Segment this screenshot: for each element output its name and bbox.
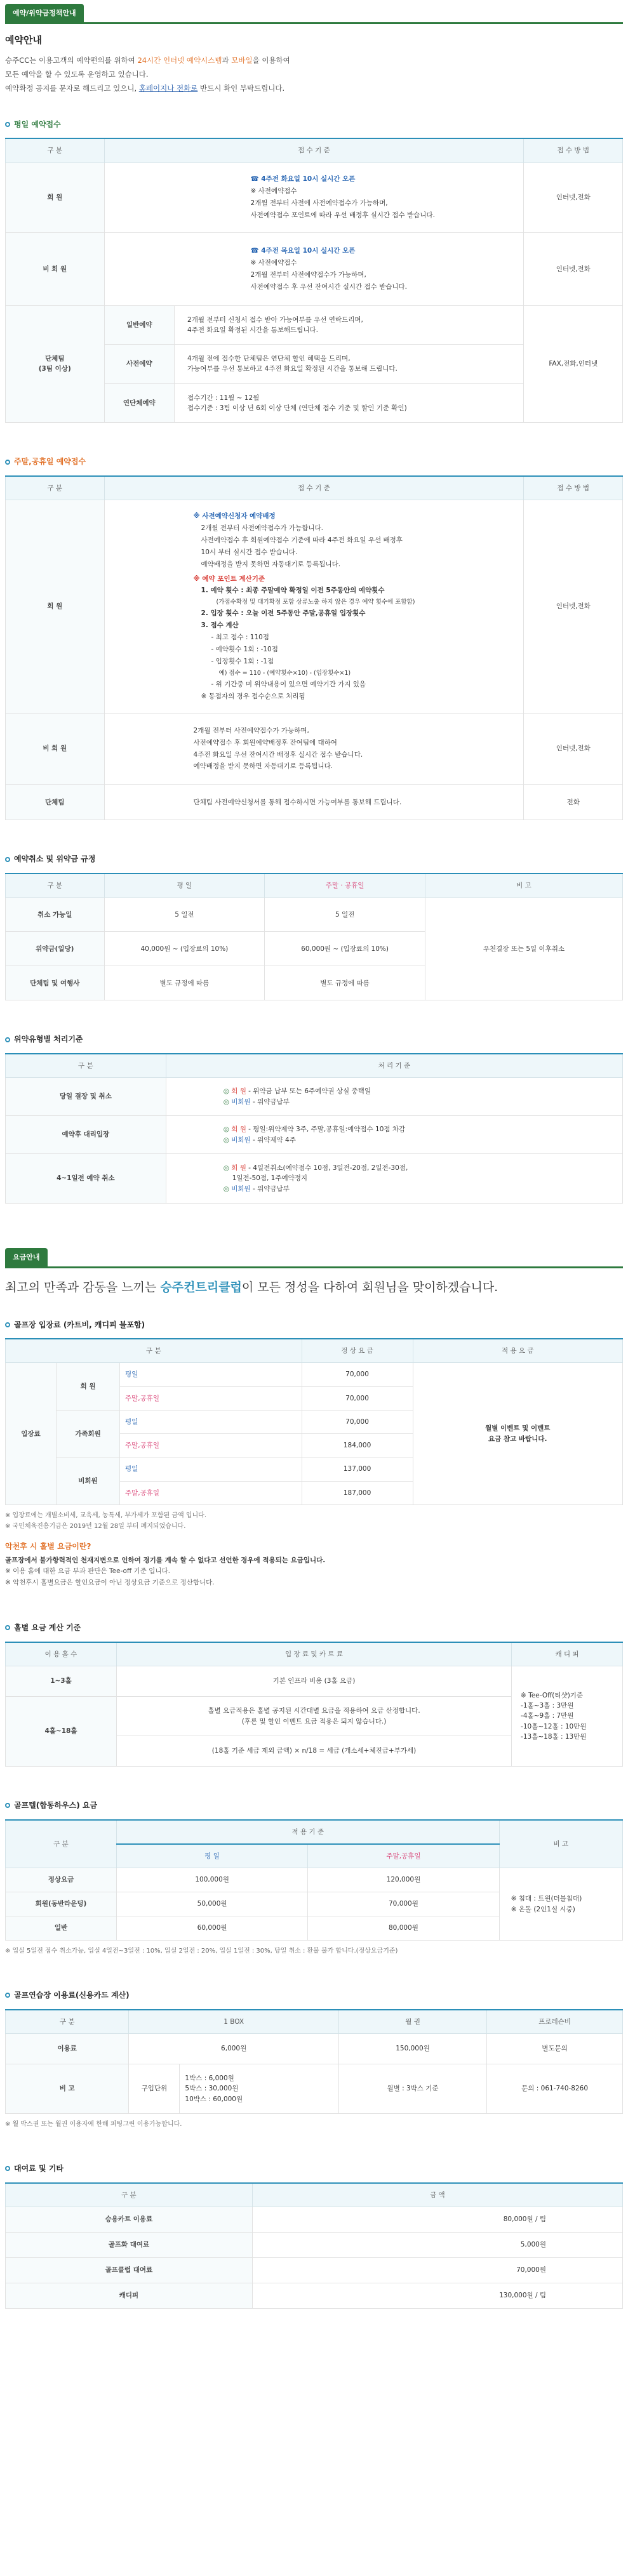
table-row bbox=[6, 1666, 623, 1697]
nonmember-criteria bbox=[104, 713, 524, 785]
method-value: 전화 bbox=[524, 785, 623, 820]
row-label: 비 회 원 bbox=[6, 232, 105, 305]
cell: 150,000원 bbox=[338, 2033, 486, 2064]
rule-cell: ◎ 회 원 - 4일전취소(예약점수 10점, 3일전-20점, 2일전-30점, 1일전-50점, 1주예약정지 ◎ 비회원 - 위약금납부 bbox=[166, 1154, 622, 1204]
lodge-note: ※ 입실 5일전 접수 취소가능, 입실 4일전~3일전 : 10%, 입실 2일전 : 20%, 입실 1일전 : 30%, 당일 취소 : 환불 불가 합니다.(정상요금기준) bbox=[5, 1948, 398, 1955]
day-type: 평일 bbox=[120, 1363, 302, 1386]
criteria-line: 사전예약접수 후 우선 잔여시간 실시간 접수 받습니다. bbox=[250, 282, 408, 291]
section-heading bbox=[5, 1033, 623, 1046]
col-header: 평 일 bbox=[104, 873, 265, 898]
rule-text: - 위약금납부 bbox=[250, 1098, 290, 1106]
section-heading bbox=[5, 1622, 623, 1634]
criteria-line: - 예약횟수 1회 : -10점 bbox=[211, 646, 278, 654]
price: 70,000 bbox=[302, 1410, 413, 1433]
method-value: 인터넷,전화 bbox=[524, 163, 623, 232]
col-header: 적 용 기 준 bbox=[116, 1820, 499, 1844]
group-sub-label: 사전예약 bbox=[105, 345, 175, 383]
rule-text: - 위약금 납부 또는 6주예약권 상실 중택일 bbox=[246, 1087, 371, 1096]
cancel-table bbox=[5, 873, 623, 1000]
row-label: 골프화 대여료 bbox=[6, 2232, 253, 2257]
section-title: 평일 예약접수 bbox=[14, 119, 61, 129]
row-label: 위약금(일당) bbox=[6, 932, 105, 966]
criteria-line: (가접수확정 및 대기확정 포함 상류노출 하지 않은 경우 예약 횟수에 포함함) bbox=[216, 599, 415, 606]
section-heading bbox=[5, 1319, 623, 1331]
bullet-icon bbox=[5, 2166, 10, 2171]
remark-line: ※ 침대 : 트윈(더블침대) bbox=[511, 1895, 582, 1903]
criteria-line: 가능여부를 우선 통보하고 4주전 화요일 확정된 시간을 통보해 드립니다. bbox=[187, 365, 398, 373]
price: 70,000 bbox=[302, 1363, 413, 1386]
day-type: 주말,공휴일 bbox=[120, 1434, 302, 1457]
section-title: 홀별 요금 계산 기준 bbox=[14, 1623, 81, 1633]
cell-line: 1박스 : 6,000원 bbox=[185, 2075, 234, 2083]
col-header: 캐 디 피 bbox=[512, 1642, 623, 1666]
criteria-line: 접수기준 : 3팀 이상 년 6회 이상 단체 (연단체 접수 기준 및 할인 기준 확인) bbox=[187, 404, 407, 413]
row-label: 골프클럽 대여료 bbox=[6, 2257, 253, 2283]
rental-table bbox=[5, 2182, 623, 2309]
col-header: 프로레슨비 bbox=[487, 2010, 623, 2034]
criteria-line: 사전예약접수 후 회원예약배정후 잔여팀에 대하여 bbox=[193, 738, 337, 747]
criteria-line: 2개월 전부터 사전예약접수가 가능하며, bbox=[250, 270, 366, 279]
criteria-line: 1. 예약 횟수 : 최종 주말예약 확정일 이전 5주동안의 예약횟수 bbox=[201, 587, 385, 595]
col-subheader: 주말,공휴일 bbox=[308, 1844, 499, 1868]
col-header: 구 분 bbox=[6, 1339, 302, 1363]
criteria-line: 접수기간 : 11월 ~ 12월 bbox=[187, 394, 260, 402]
group-label: 회 원 bbox=[57, 1363, 120, 1411]
method-value: FAX,전화,인터넷 bbox=[524, 305, 623, 423]
lead-highlight: 승주컨트리클럽 bbox=[160, 1280, 242, 1295]
table-row bbox=[6, 2064, 623, 2113]
cell: 별도문의 bbox=[487, 2033, 623, 2064]
col-header: 입 장 료 및 카 트 료 bbox=[116, 1642, 511, 1666]
table-row bbox=[6, 1116, 623, 1154]
lead-text: 이 모든 정성을 다하여 회원님을 맞이하겠습니다. bbox=[241, 1280, 498, 1295]
table-row bbox=[6, 1154, 623, 1204]
criteria-line: 4개월 전에 접수한 단체팀은 연단체 할인 혜택을 드리며, bbox=[187, 355, 351, 363]
row-label: 1~3홀 bbox=[6, 1666, 117, 1697]
col-header: 접 수 방 법 bbox=[524, 138, 623, 163]
table-row bbox=[6, 1363, 623, 1386]
intro-text: 예약확정 공지를 문자로 해드리고 있으니, bbox=[5, 83, 139, 93]
group-sub-value bbox=[175, 384, 524, 423]
price: 184,000 bbox=[302, 1434, 413, 1457]
group-subrow bbox=[104, 383, 524, 423]
cell: 별도 규정에 따름 bbox=[265, 966, 425, 1000]
group-label: 단체팀 bbox=[45, 355, 65, 363]
group-sub-value bbox=[175, 306, 524, 345]
hole-table bbox=[5, 1642, 623, 1767]
row-label: 단체팀 및 여행사 bbox=[6, 966, 105, 1000]
cell: 40,000원 ~ (입장료의 10%) bbox=[104, 932, 265, 966]
section-title: 예약취소 및 위약금 규정 bbox=[14, 854, 96, 864]
criteria-line: 10시 부터 실시간 접수 받습니다. bbox=[201, 548, 298, 556]
bullet-icon bbox=[5, 1803, 10, 1808]
cell: 120,000원 bbox=[308, 1868, 499, 1892]
day-type: 주말,공휴일 bbox=[120, 1386, 302, 1410]
weather-fee-title: 악천후 시 홀별 요금이란? bbox=[5, 1542, 91, 1551]
cell-line: 홀별 요금적용은 홀별 공지된 시간대별 요금을 적용하여 요금 산정합니다. bbox=[208, 1707, 420, 1715]
intro-highlight: 모바일 bbox=[231, 56, 253, 65]
rule-who: 비회원 bbox=[231, 1185, 251, 1193]
group-sub-label: 일반예약 bbox=[105, 306, 175, 345]
caddie-line: -10홀~12홀 : 10만원 bbox=[521, 1722, 587, 1730]
section-title: 대여료 및 기타 bbox=[14, 2163, 63, 2173]
table-row bbox=[6, 500, 623, 714]
criteria-line: 3. 점수 계산 bbox=[201, 621, 239, 630]
criteria-line: - 입장횟수 1회 : -1점 bbox=[211, 658, 274, 666]
section-heading bbox=[5, 119, 623, 131]
reservation-section bbox=[5, 4, 623, 96]
method-value: 인터넷,전화 bbox=[524, 713, 623, 785]
col-header: 적 용 요 금 bbox=[413, 1339, 622, 1363]
member-criteria bbox=[104, 500, 524, 714]
note-line: ※ 국민체육진흥기금은 2019년 12월 28일 부터 폐지되었습니다. bbox=[5, 1523, 186, 1530]
col-header: 구 분 bbox=[6, 873, 105, 898]
row-label: 4~1일전 예약 취소 bbox=[6, 1154, 166, 1204]
bullet-icon bbox=[5, 122, 10, 127]
section-divider bbox=[5, 1266, 623, 1268]
practice-section bbox=[5, 1989, 623, 2130]
col-header: 정 상 요 금 bbox=[302, 1339, 413, 1363]
cell: 60,000원 bbox=[116, 1916, 307, 1941]
weekday-table bbox=[5, 138, 623, 423]
applied-text: 요금 참고 바랍니다. bbox=[488, 1435, 547, 1443]
col-header: 접 수 방 법 bbox=[524, 476, 623, 500]
cell-line: 5박스 : 30,000원 bbox=[185, 2085, 239, 2093]
cell: 문의 : 061-740-8260 bbox=[487, 2064, 623, 2113]
criteria-line: 4주전 화요일 우선 잔여시간 배정후 실시간 접수 받습니다. bbox=[193, 750, 363, 759]
row-label: 회 원 bbox=[6, 163, 105, 232]
row-label: 비 회 원 bbox=[6, 713, 105, 785]
section-title: 골프연습장 이용료(신용카드 계산) bbox=[14, 1991, 130, 2000]
col-subheader: 평 일 bbox=[116, 1844, 307, 1868]
section-title: 주말,공휴일 예약접수 bbox=[14, 457, 86, 467]
penalty-section bbox=[5, 1033, 623, 1204]
criteria-line: 사전예약접수 포인트에 따라 우선 배정후 실시간 접수 받습니다. bbox=[250, 211, 435, 220]
row-label: 캐디피 bbox=[6, 2283, 253, 2308]
penalty-table bbox=[5, 1053, 623, 1204]
criteria-line: 2개월 전부터 사전예약접수가 가능하며, bbox=[193, 726, 309, 734]
group-sub: (3팀 이상) bbox=[38, 365, 71, 373]
row-label: 회원(동반라운딩) bbox=[6, 1892, 117, 1916]
col-header: 구 분 bbox=[6, 2183, 253, 2207]
fees-section bbox=[5, 1248, 623, 1297]
table-row bbox=[6, 1078, 623, 1116]
col-header: 구 분 bbox=[6, 1054, 166, 1078]
practice-note: ※ 월 박스권 또는 월권 이용자에 한해 퍼팅그린 이용가능합니다. bbox=[5, 2120, 182, 2128]
intro-text: 을 이용하여 bbox=[252, 56, 290, 65]
rental-section bbox=[5, 2163, 623, 2309]
criteria-line: 예약배정을 받지 못하면 자동대기로 등록됩니다. bbox=[193, 762, 333, 771]
cell: 기본 인프라 비용 (3홀 요금) bbox=[116, 1666, 511, 1697]
rule-text: - 위약금납부 bbox=[250, 1185, 290, 1193]
cell: 5 일전 bbox=[104, 898, 265, 932]
col-header: 구 분 bbox=[6, 138, 105, 163]
intro-text: 반드시 확인 부탁드립니다. bbox=[197, 83, 285, 93]
col-header: 처 리 기 준 bbox=[166, 1054, 622, 1078]
cell: 5 일전 bbox=[265, 898, 425, 932]
rule-cell: ◎ 회 원 - 위약금 납부 또는 6주예약권 상실 중택일 ◎ 비회원 - 위약금납부 bbox=[166, 1078, 622, 1116]
section-heading bbox=[5, 1989, 623, 2002]
criteria-line: 2개월 전부터 신청서 접수 받아 가능여부를 우선 연락드리며, bbox=[187, 315, 363, 324]
row-label: 일반 bbox=[6, 1916, 117, 1941]
criteria-line: 2개월 전부터 사전예약접수가 가능합니다. bbox=[201, 524, 323, 533]
criteria-line: 4주전 화요일 확정된 시간을 통보해드립니다. bbox=[187, 326, 318, 334]
cell: 50,000원 bbox=[116, 1892, 307, 1916]
rule-who: 회 원 bbox=[231, 1164, 246, 1172]
rule-text: - 4일전취소(예약점수 10점, 3일전-20점, 2일전-30점, bbox=[246, 1164, 408, 1172]
caddie-cell bbox=[512, 1666, 623, 1767]
table-row bbox=[6, 2207, 623, 2232]
criteria-line: - 최고 점수 : 110점 bbox=[211, 634, 269, 642]
row-label: 승용카트 이용료 bbox=[6, 2207, 253, 2232]
caddie-line: -4홀~9홀 : 7만원 bbox=[521, 1712, 574, 1720]
greenfee-section bbox=[5, 1319, 623, 1590]
table-row bbox=[6, 2033, 623, 2064]
row-label: 회 원 bbox=[6, 500, 105, 714]
intro-text: 과 bbox=[222, 56, 232, 65]
weekend-table bbox=[5, 475, 623, 820]
cell: (18홀 기준 세금 제외 금액) × n/18 = 세금 (개소세+체진금+부가세) bbox=[116, 1736, 511, 1767]
col-header: 금 액 bbox=[252, 2183, 622, 2207]
nonmember-criteria bbox=[104, 232, 524, 305]
row-label: 단체팀 bbox=[6, 785, 105, 820]
cell: 80,000원 bbox=[308, 1916, 499, 1941]
group-sub-value bbox=[175, 345, 524, 383]
row-label: 이용료 bbox=[6, 2033, 129, 2064]
note-line: ※ 악천후시 홀별요금은 할인요금이 아닌 정상요금 기준으로 정산합니다. bbox=[5, 1579, 215, 1587]
greenfee-table bbox=[5, 1338, 623, 1505]
col-header: 비 고 bbox=[499, 1820, 622, 1868]
note-line: ※ 입장료에는 개별소비세, 교육세, 농특세, 부가세가 포함된 금액 입니다. bbox=[5, 1512, 207, 1520]
table-row bbox=[6, 2257, 623, 2283]
bullet-icon bbox=[5, 857, 10, 862]
cell bbox=[116, 1697, 511, 1736]
row-label: 예약후 대리입장 bbox=[6, 1116, 166, 1154]
cell: 70,000원 bbox=[252, 2257, 622, 2283]
row-label bbox=[6, 305, 105, 423]
intro-link[interactable]: 홈페이지나 전화로 bbox=[138, 83, 198, 93]
applied-text: 월별 이벤트 및 이벤트 bbox=[485, 1424, 551, 1433]
hole-section bbox=[5, 1622, 623, 1767]
col-header: 구 분 bbox=[6, 2010, 129, 2034]
criteria-line: 예약배정을 받지 못하면 자동대기로 등록됩니다. bbox=[201, 560, 341, 568]
rule-text: 1일전-50점, 1주예약정지 bbox=[232, 1174, 308, 1183]
cancel-section bbox=[5, 853, 623, 1000]
cell: 130,000원 / 팀 bbox=[252, 2283, 622, 2308]
criteria-line: 2. 입장 횟수 : 오늘 이전 5주동안 주말,공휴일 입장횟수 bbox=[201, 609, 366, 618]
day-type: 평일 bbox=[120, 1457, 302, 1481]
cell: 80,000원 / 팀 bbox=[252, 2207, 622, 2232]
col-header: 접 수 기 준 bbox=[104, 476, 524, 500]
section-title: 골프텔(합동하우스) 요금 bbox=[14, 1801, 98, 1810]
fees-tab[interactable]: 요금안내 bbox=[5, 1248, 48, 1266]
table-row bbox=[6, 713, 623, 785]
col-header: 주말 · 공휴일 bbox=[265, 873, 425, 898]
col-header: 월 권 bbox=[338, 2010, 486, 2034]
col-header: 구 분 bbox=[6, 476, 105, 500]
member-criteria bbox=[104, 163, 524, 232]
section-heading bbox=[5, 456, 623, 468]
reservation-tab[interactable]: 예약/위약금정책안내 bbox=[5, 4, 84, 22]
lodge-table bbox=[5, 1819, 623, 1941]
criteria-heading: ※ 예약 포인트 계산기준 bbox=[193, 574, 265, 583]
remark-line: ※ 온돌 (2인1실 시중) bbox=[511, 1905, 575, 1913]
method-value: 인터넷,전화 bbox=[524, 500, 623, 714]
rule-who: 회 원 bbox=[231, 1087, 246, 1096]
bullet-icon bbox=[5, 1322, 10, 1327]
row-label: 입장료 bbox=[6, 1363, 57, 1505]
row-label: 취소 가능일 bbox=[6, 898, 105, 932]
criteria-line: 예) 점수 = 110 - (예약횟수×10) - (입장횟수×1) bbox=[218, 669, 351, 677]
rule-who: 비회원 bbox=[231, 1098, 251, 1106]
remark-cell bbox=[499, 1868, 622, 1941]
table-row bbox=[6, 305, 623, 345]
weekday-section bbox=[5, 119, 623, 423]
criteria-line: ☎ 4주전 목요일 10시 실시간 오픈 bbox=[250, 246, 356, 255]
table-row bbox=[6, 232, 623, 305]
intro-highlight: 24시간 인터넷 예약시스템 bbox=[137, 56, 222, 65]
intro-text: 승주CC는 이용고객의 예약편의를 위하여 bbox=[5, 56, 138, 65]
price: 70,000 bbox=[302, 1386, 413, 1410]
criteria-line: ☎ 4주전 화요일 10시 실시간 오픈 bbox=[250, 175, 356, 183]
note-line: 골프장에서 불가항력적인 천재지변으로 인하여 경기를 계속 할 수 없다고 선언한 경우에 적용되는 요금입니다. bbox=[5, 1556, 326, 1564]
page-title: 예약안내 bbox=[5, 34, 42, 46]
method-value: 인터넷,전화 bbox=[524, 232, 623, 305]
criteria-line: 2개월 전부터 사전에 사전예약접수가 가능하며, bbox=[250, 199, 388, 208]
practice-table bbox=[5, 2009, 623, 2114]
weather-fee-desc bbox=[5, 1555, 623, 1590]
criteria-line: 사전예약접수 후 회원예약접수 기준에 따라 4주전 화요일 우선 배정후 bbox=[201, 536, 403, 544]
rule-who: 비회원 bbox=[231, 1136, 251, 1144]
caddie-line: -13홀~18홀 : 13만원 bbox=[521, 1732, 587, 1741]
col-header: 1 BOX bbox=[129, 2010, 339, 2034]
row-label: 당일 결장 및 취소 bbox=[6, 1078, 166, 1116]
section-heading bbox=[5, 1800, 623, 1812]
cell bbox=[180, 2064, 339, 2113]
row-label: 비 고 bbox=[6, 2064, 129, 2113]
applied-fee bbox=[413, 1363, 622, 1505]
table-row bbox=[6, 163, 623, 232]
table-row bbox=[6, 1868, 623, 1892]
criteria-line: ※ 사전예약접수 bbox=[250, 187, 297, 196]
criteria-line: - 위 기간중 미 위약내용이 있으면 예약기간 가지 있음 bbox=[211, 681, 366, 689]
section-title: 골프장 입장료 (카트비, 캐디피 불포함) bbox=[14, 1320, 145, 1329]
table-row bbox=[6, 2283, 623, 2308]
caddie-line: ※ Tee-Off(티샷)기준 bbox=[521, 1691, 584, 1699]
weekend-section bbox=[5, 456, 623, 820]
table-row bbox=[6, 2232, 623, 2257]
cell: 월별 : 3박스 기준 bbox=[338, 2064, 486, 2113]
price: 137,000 bbox=[302, 1457, 413, 1481]
fees-lead bbox=[5, 1278, 623, 1297]
rule-who: 회 원 bbox=[231, 1125, 246, 1134]
cell: 60,000원 ~ (입장료의 10%) bbox=[265, 932, 425, 966]
group-sub-label: 연단체예약 bbox=[105, 384, 175, 423]
lodge-section bbox=[5, 1800, 623, 1956]
lead-text: 최고의 만족과 감동을 느끼는 bbox=[5, 1280, 161, 1295]
cell: 70,000원 bbox=[308, 1892, 499, 1916]
col-header: 비 고 bbox=[425, 873, 622, 898]
group-subrow bbox=[104, 345, 524, 384]
day-type: 주말,공휴일 bbox=[120, 1481, 302, 1504]
section-heading bbox=[5, 2163, 623, 2175]
table-row bbox=[6, 898, 623, 932]
cell: 5,000원 bbox=[252, 2232, 622, 2257]
criteria-line: ※ 동점자의 경우 접수순으로 처리됨 bbox=[201, 692, 305, 700]
criteria-line: ※ 사전예약접수 bbox=[250, 258, 297, 267]
bullet-icon bbox=[5, 1993, 10, 1998]
greenfee-notes bbox=[5, 1510, 623, 1532]
table-row bbox=[6, 785, 623, 820]
reservation-intro bbox=[5, 54, 623, 96]
note-line: ※ 이용 홀에 대한 요금 부과 판단은 Tee-off 기준 입니다. bbox=[5, 1567, 170, 1576]
day-type: 평일 bbox=[120, 1410, 302, 1433]
group-label: 비회원 bbox=[57, 1457, 120, 1505]
col-header: 구 분 bbox=[6, 1820, 117, 1868]
rule-cell: ◎ 회 원 - 평일:위약제약 3주, 주말,공휴일:예약접수 10점 차감 ◎ 비회원 - 위약제약 4주 bbox=[166, 1116, 622, 1154]
rule-text: - 위약제약 4주 bbox=[250, 1136, 296, 1144]
group-criteria: 단체팀 사전예약신청서를 통해 접수하시면 가능여부를 통보해 드립니다. bbox=[104, 785, 524, 820]
cell: 별도 규정에 따름 bbox=[104, 966, 265, 1000]
remark-cell: 우천결장 또는 5일 이후취소 bbox=[425, 898, 622, 1000]
cell: 100,000원 bbox=[116, 1868, 307, 1892]
cell: 6,000원 bbox=[129, 2033, 339, 2064]
col-header: 이 용 홀 수 bbox=[6, 1642, 117, 1666]
group-label: 가족회원 bbox=[57, 1410, 120, 1457]
cell-line: 10박스 : 60,000원 bbox=[185, 2095, 243, 2103]
row-label: 4홀~18홀 bbox=[6, 1697, 117, 1767]
criteria-heading: ※ 사전예약신청자 예약배정 bbox=[193, 512, 276, 521]
bullet-icon bbox=[5, 1625, 10, 1630]
bullet-icon bbox=[5, 1037, 10, 1042]
section-divider bbox=[5, 22, 623, 24]
group-subrow bbox=[104, 305, 524, 345]
cell-line: (후론 및 할인 이벤트 요금 적용은 되지 않습니다.) bbox=[241, 1717, 387, 1725]
row-label: 정상요금 bbox=[6, 1868, 117, 1892]
col-header: 접 수 기 준 bbox=[104, 138, 524, 163]
caddie-line: -1홀~3홀 : 3만원 bbox=[521, 1702, 574, 1710]
intro-text: 모든 예약을 할 수 있도록 운영하고 있습니다. bbox=[5, 70, 149, 79]
rule-text: - 평일:위약제약 3주, 주말,공휴일:예약접수 10점 차감 bbox=[246, 1125, 406, 1134]
section-title: 위약유형별 처리기준 bbox=[14, 1035, 83, 1044]
price: 187,000 bbox=[302, 1481, 413, 1504]
cell: 구입단위 bbox=[129, 2064, 180, 2113]
bullet-icon bbox=[5, 460, 10, 465]
section-heading bbox=[5, 853, 623, 865]
